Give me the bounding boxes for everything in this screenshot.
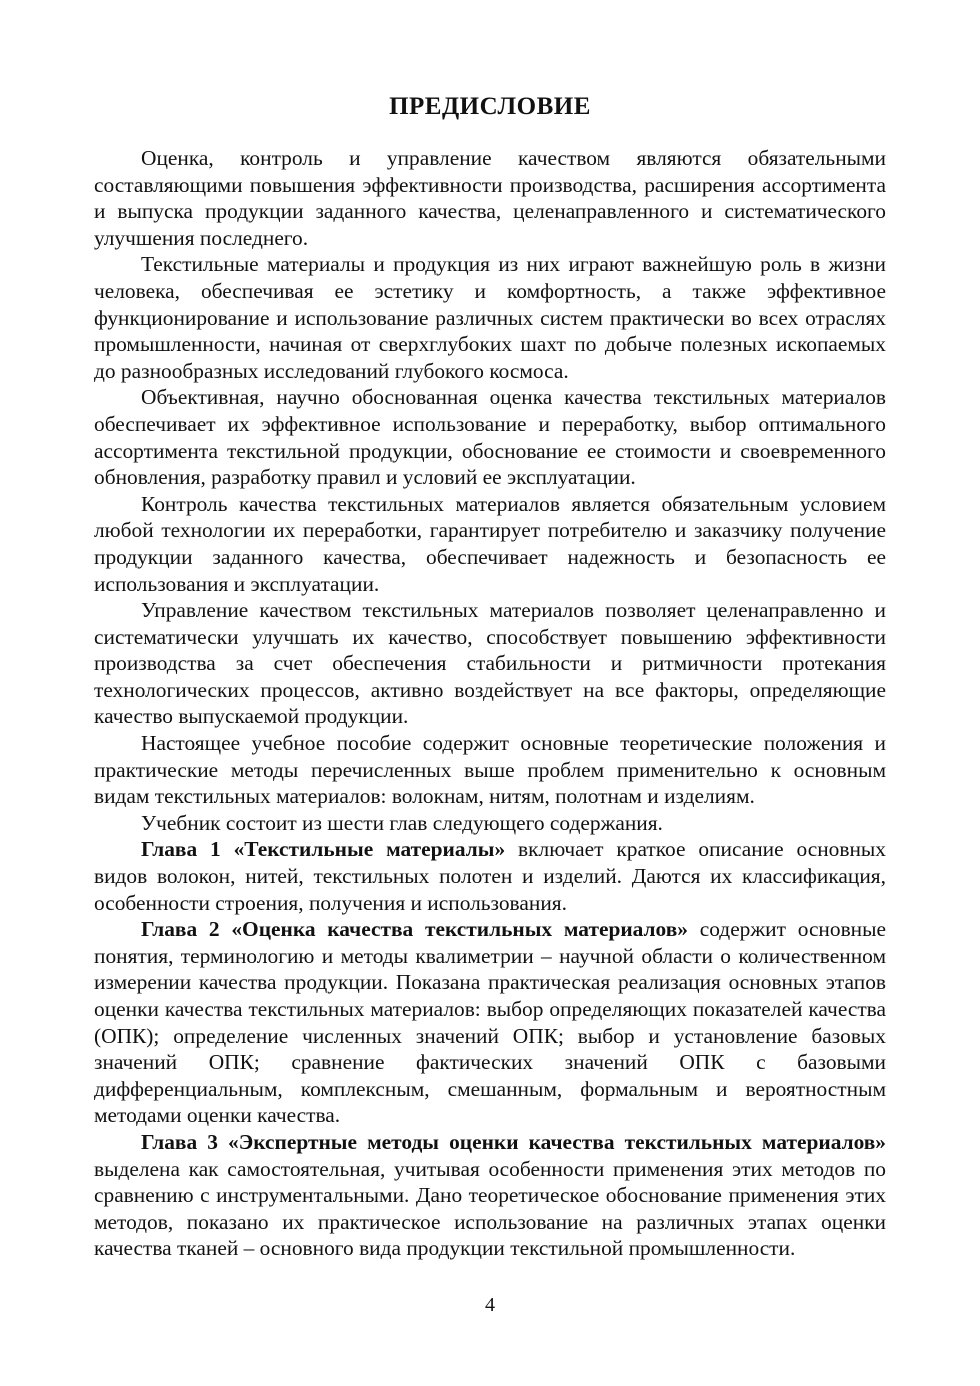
paragraph-6: Настоящее учебное пособие содержит основные теоретические положения и практические методы перечисленных выше проблем применительно к основным видам текстильных материалов: волокнам, нитям, полотнам и изделиям.: [94, 731, 886, 809]
paragraph-2: Текстильные материалы и продукция из них играют важнейшую роль в жизни человека, обеспечивая ее эстетику и комфортность, а также эффективное функционирование и использование различных систем практически во всех отраслях промышленности, начиная от сверхглубоких шахт по добыче полезных ископаемых до разнообразных исследований глубокого космоса.: [94, 252, 886, 383]
chapter-1-heading: Глава 1 «Текстильные материалы»: [141, 837, 506, 862]
chapter-2-paragraph: [94, 916, 886, 1129]
paragraph-7: Учебник состоит из шести глав следующего содержания.: [141, 810, 663, 835]
paragraph-1: Оценка, контроль и управление качеством являются обязательными составляющими повышения эффективности производства, расширения ассортимента и выпуска продукции заданного качества, целенаправленного и систематического улучшения последнего.: [94, 146, 886, 250]
chapter-1-text: включает краткое описание основных видов волокон, нитей, текстильных полотен и изделий. Даются их классификация, особенности строения, получения и использования.: [94, 837, 886, 915]
page-number: 4: [485, 1294, 495, 1316]
chapter-1-paragraph: [94, 836, 886, 916]
paragraph-3: Объективная, научно обоснованная оценка качества текстильных материалов обеспечивает их эффективное использование и переработку, выбор оптимального ассортимента текстильной продукции, обоснование ее стоимости и своевременного обновления, разработку правил и условий ее эксплуатации.: [94, 385, 886, 490]
paragraph-5: Управление качеством текстильных материалов позволяет целенаправленно и систематически улучшать их качество, способствует повышению эффективности производства за счет обеспечения стабильности и ритмичности протекания технологических процессов, активно воздействует на все факторы, определяющие качество выпускаемой продукции.: [94, 598, 886, 729]
chapter-3-text: выделена как самостоятельная, учитывая особенности применения этих методов по сравнению с инструментальными. Дано теоретическое обоснование применения этих методов, показано их практическое использование на различных этапах оценки качества тканей – основного вида продукции текстильной промышленности.: [94, 1156, 886, 1261]
body-text: [94, 145, 886, 1262]
chapter-3-heading: Глава 3 «Экспертные методы оценки качества текстильных материалов»: [141, 1129, 886, 1154]
chapter-2-text: содержит основные понятия, терминологию и методы квалиметрии – научной области о количественном измерении качества продукции. Показана практическая реализация основных этапов оценки качества текстильных материалов: выбор определяющих показателей качества (ОПК); определение численных значений ОПК; выбор и установление базовых значений ОПК; сравнение фактических значений ОПК с базовыми дифференциальным, комплексным, смешанным, формальным и вероятностным методами оценки качества.: [94, 917, 886, 1128]
paragraph-4: Контроль качества текстильных материалов является обязательным условием любой технологии их переработки, гарантирует потребителю и заказчику получение продукции заданного качества, обеспечивает надежность и безопасность ее использования и эксплуатации.: [94, 491, 886, 596]
page-title: ПРЕДИСЛОВИЕ: [389, 93, 591, 120]
chapter-2-heading: Глава 2 «Оценка качества текстильных материалов»: [141, 917, 688, 942]
chapter-3-paragraph: [94, 1129, 886, 1262]
